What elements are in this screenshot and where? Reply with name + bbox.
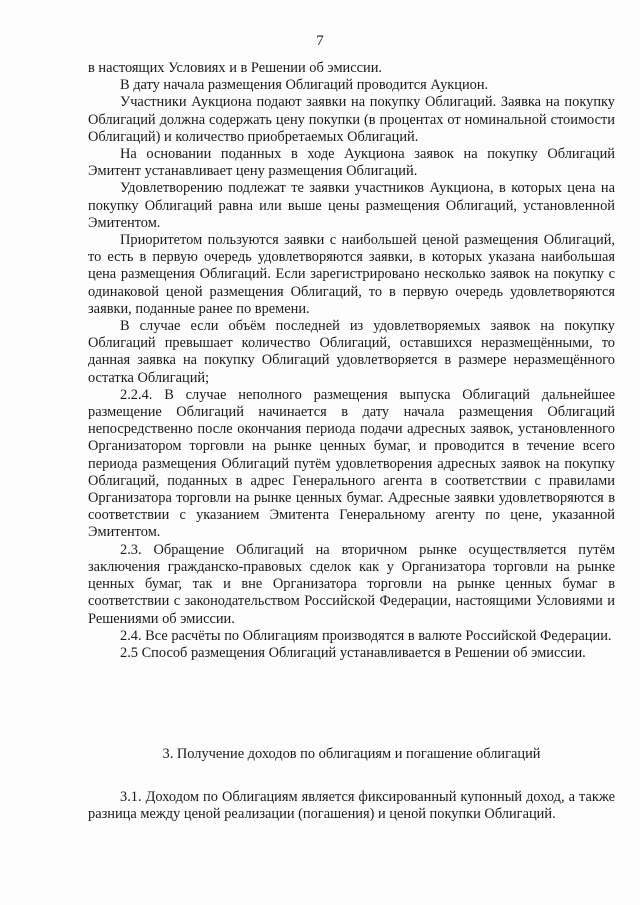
paragraph-2-3: 2.3. Обращение Облигаций на вторичном рынке осуществляется путём заключения гражданско-правовых сделок как у Организатора торговли на рынке ценных бумаг, так и вне Организатора торговли на рынке ценных бумаг в соответствии с законодательством Российской Федерации, настоящими Условиями и Решениями об эмиссии. xyxy=(88,541,615,627)
paragraph-3-1: 3.1. Доходом по Облигациям является фиксированный купонный доход, а также разница между ценой реализации (погашения) и ценой покупки Облигаций. xyxy=(88,789,615,823)
section-body xyxy=(88,789,615,823)
section-heading: 3. Получение доходов по облигациям и погашение облигаций xyxy=(162,746,541,762)
paragraph-satisfaction: Удовлетворению подлежат те заявки участников Аукциона, в которых цена на покупку Облигаций равна или выше цены размещения Облигаций, установленной Эмитентом. xyxy=(88,180,615,231)
paragraph-2-2-4: 2.2.4. В случае неполного размещения выпуска Облигаций дальнейшее размещение Облигаций начинается в дату начала размещения Облигаций непосредственно после окончания периода подачи адресных заявок, установленного Организатором торговли на рынке ценных бумаг, и проводится в течение всего периода размещения Облигаций путём удовлетворения адресных заявок на покупку Облигаций, поданных в адрес Генерального агента в соответствии с правилами Организатора торговли на рынке ценных бумаг. Адресные заявки удовлетворяются в соответствии с указанием Эмитента Генеральному агенту по цене, указанной Эмитентом. xyxy=(88,386,615,541)
page-number: 7 xyxy=(316,33,324,49)
paragraph-issuer-price: На основании поданных в ходе Аукциона заявок на покупку Облигаций Эмитент устанавливает цену размещения Облигаций. xyxy=(88,146,615,180)
document-body xyxy=(88,60,615,662)
paragraph-priority: Приоритетом пользуются заявки с наибольшей ценой размещения Облигаций, то есть в первую очередь удовлетворяются заявки, в которых указана наибольшая цена размещения Облигаций. Если зарегистрировано несколько заявок на покупку с одинаковой ценой размещения Облигаций, то в первую очередь удовлетворяются заявки, поданные ранее по времени. xyxy=(88,232,615,317)
paragraph-auction-date: В дату начала размещения Облигаций проводится Аукцион. xyxy=(120,77,489,94)
paragraph-last-bid: В случае если объём последней из удовлетворяемых заявок на покупку Облигаций превышает количество Облигаций, оставшихся неразмещёнными, то данная заявка на покупку Облигаций удовлетворяется в размере неразмещённого остатка Облигаций; xyxy=(88,318,615,386)
paragraph-continuation: в настоящих Условиях и в Решении об эмиссии. xyxy=(88,60,383,76)
paragraph-auction-bids: Участники Аукциона подают заявки на покупку Облигаций. Заявка на покупку Облигаций должна содержать цену покупки (в процентах от номинальной стоимости Облигаций) и количество приобретаемых Облигаций. xyxy=(88,94,615,145)
paragraph-2-4: 2.4. Все расчёты по Облигациям производятся в валюте Российской Федерации. xyxy=(120,627,612,644)
paragraph-2-5: 2.5 Способ размещения Облигаций устанавливается в Решении об эмиссии. xyxy=(120,644,586,661)
